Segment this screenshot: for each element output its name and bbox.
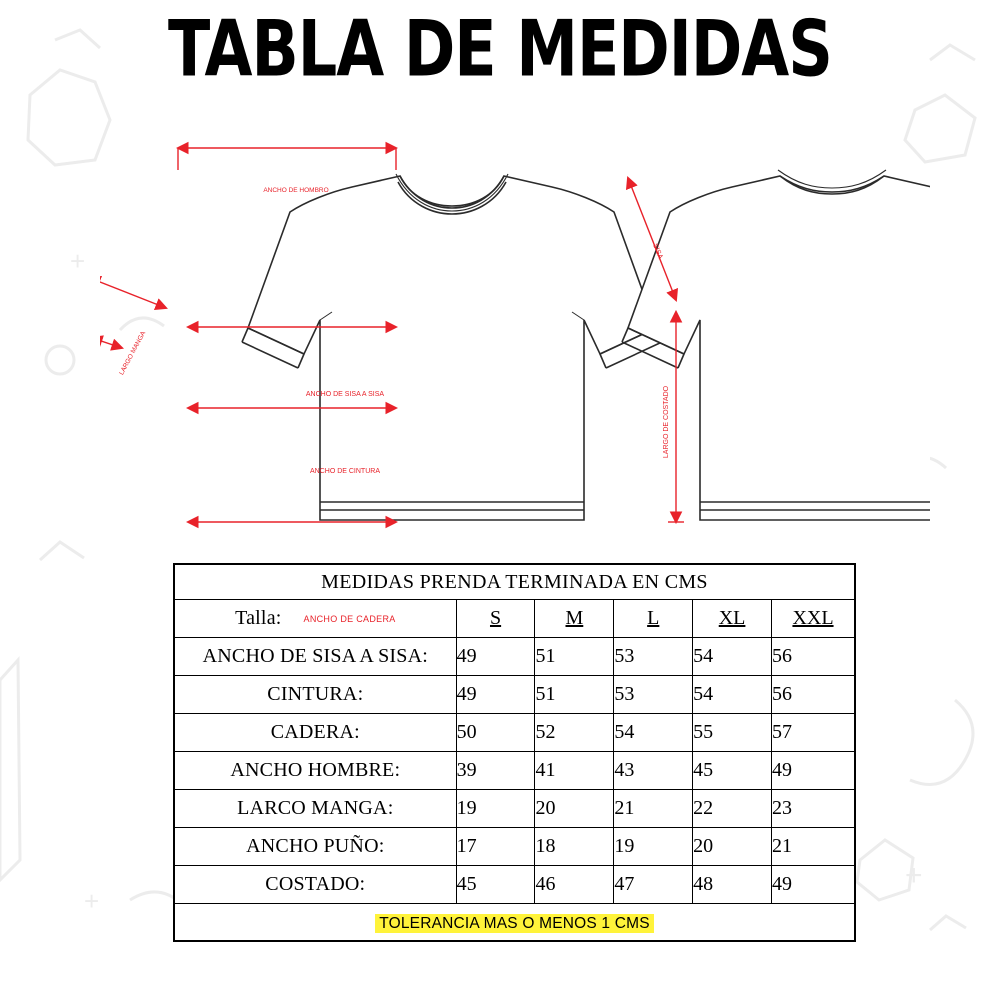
cell-value: 17 xyxy=(456,828,535,866)
cell-value: 53 xyxy=(614,676,693,714)
label-ancho-cintura: ANCHO DE CINTURA xyxy=(309,468,381,475)
cell-value: 39 xyxy=(456,752,535,790)
cell-value: 41 xyxy=(535,752,614,790)
label-largo-manga: LARGO MANGA xyxy=(118,330,148,377)
cell-value: 49 xyxy=(456,676,535,714)
cell-value: 20 xyxy=(535,790,614,828)
cell-value: 43 xyxy=(614,752,693,790)
header-size-m: M xyxy=(535,600,614,638)
tshirt-measurement-illustration xyxy=(100,130,930,560)
svg-text:+: + xyxy=(70,246,86,276)
row-label: ANCHO DE SISA A SISA: xyxy=(174,638,456,676)
row-label: LARCO MANGA: xyxy=(174,790,456,828)
table-row xyxy=(174,828,855,866)
cell-value: 21 xyxy=(772,828,856,866)
label-ancho-hombro: ANCHO DE HOMBRO xyxy=(263,187,329,194)
cell-value: 51 xyxy=(535,638,614,676)
table-row xyxy=(174,638,855,676)
row-label: ANCHO HOMBRE: xyxy=(174,752,456,790)
tolerance-row xyxy=(174,904,855,942)
page-title: TABLA DE MEDIDAS xyxy=(168,3,832,95)
cell-value: 54 xyxy=(614,714,693,752)
cell-value: 47 xyxy=(614,866,693,904)
table-row xyxy=(174,866,855,904)
cell-value: 20 xyxy=(693,828,772,866)
cell-value: 49 xyxy=(456,638,535,676)
header-size-xl: XL xyxy=(693,600,772,638)
cell-value: 55 xyxy=(693,714,772,752)
cell-value: 18 xyxy=(535,828,614,866)
label-ancho-sisa: ANCHO DE SISA A SISA xyxy=(305,391,385,398)
size-chart-table xyxy=(173,563,856,942)
cell-value: 45 xyxy=(693,752,772,790)
cell-value: 21 xyxy=(614,790,693,828)
cell-value: 22 xyxy=(693,790,772,828)
tolerance-cell xyxy=(174,904,855,942)
cell-value: 23 xyxy=(772,790,856,828)
row-label: COSTADO: xyxy=(174,866,456,904)
cell-value: 49 xyxy=(772,866,856,904)
header-size-s: S xyxy=(456,600,535,638)
table-row xyxy=(174,752,855,790)
svg-text:+: + xyxy=(84,886,100,916)
cell-value: 48 xyxy=(693,866,772,904)
cell-value: 19 xyxy=(456,790,535,828)
table-row xyxy=(174,714,855,752)
table-header-row xyxy=(174,600,855,638)
label-sisa: SISA xyxy=(651,242,664,261)
header-talla xyxy=(174,600,456,638)
row-label: ANCHO PUÑO: xyxy=(174,828,456,866)
cell-value: 52 xyxy=(535,714,614,752)
cell-value: 56 xyxy=(772,676,856,714)
row-label: CADERA: xyxy=(174,714,456,752)
cell-value: 51 xyxy=(535,676,614,714)
header-size-xxl: XXL xyxy=(772,600,856,638)
cell-value: 49 xyxy=(772,752,856,790)
cell-value: 50 xyxy=(456,714,535,752)
header-talla-label: Talla: xyxy=(235,607,282,629)
table-title: MEDIDAS PRENDA TERMINADA EN CMS xyxy=(174,564,855,600)
cell-value: 54 xyxy=(693,676,772,714)
tolerance-note: TOLERANCIA MAS O MENOS 1 CMS xyxy=(375,914,654,933)
svg-text:+: + xyxy=(905,859,923,892)
cell-value: 53 xyxy=(614,638,693,676)
header-size-l: L xyxy=(614,600,693,638)
cell-value: 19 xyxy=(614,828,693,866)
cell-value: 56 xyxy=(772,638,856,676)
cell-value: 45 xyxy=(456,866,535,904)
cell-value: 54 xyxy=(693,638,772,676)
cell-value: 57 xyxy=(772,714,856,752)
table-row xyxy=(174,676,855,714)
table-title-row xyxy=(174,564,855,600)
label-largo-costado: LARGO DE COSTADO xyxy=(663,385,670,459)
table-row xyxy=(174,790,855,828)
row-label: CINTURA: xyxy=(174,676,456,714)
label-ancho-cadera: ANCHO DE CADERA xyxy=(303,613,396,624)
cell-value: 46 xyxy=(535,866,614,904)
